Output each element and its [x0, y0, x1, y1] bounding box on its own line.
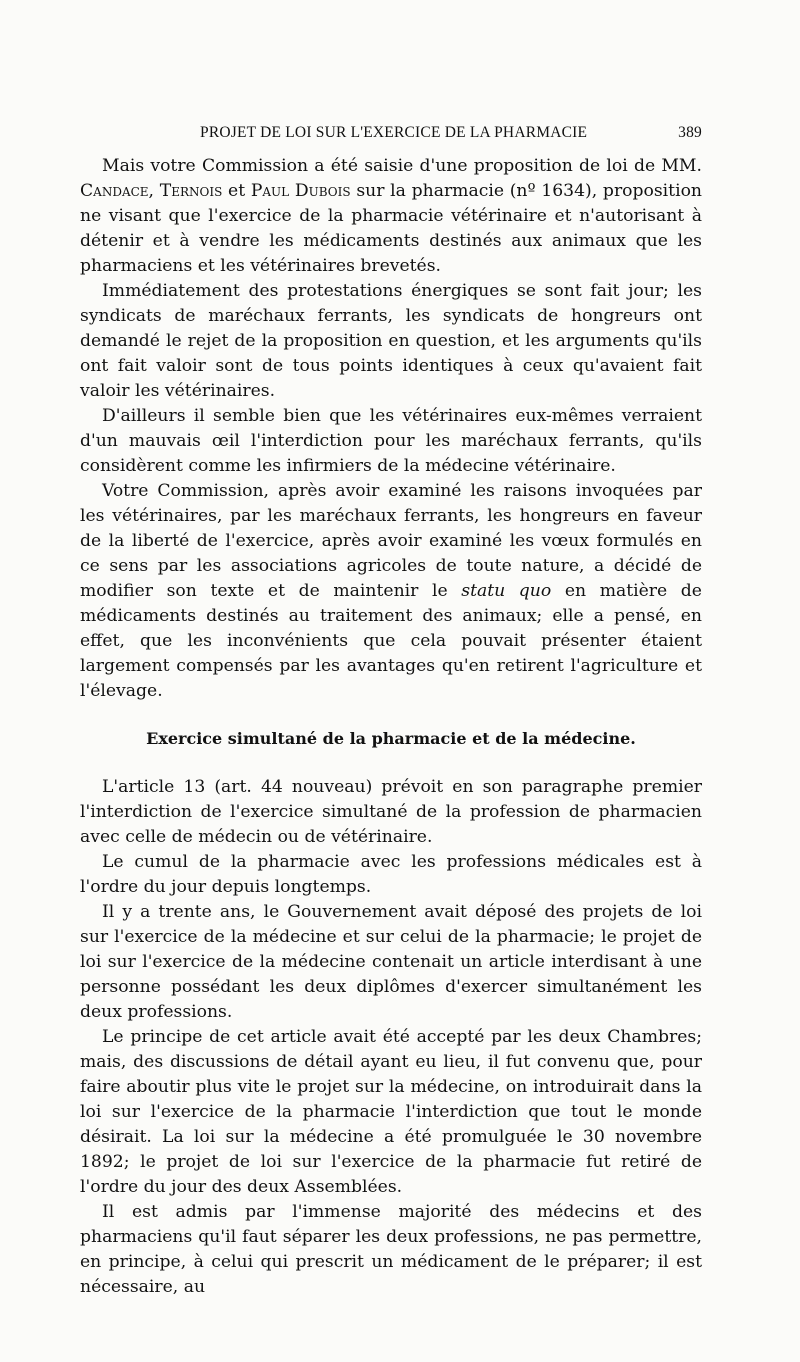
person-name: Ternois	[159, 181, 223, 201]
paragraph	[80, 479, 702, 704]
text-span: Mais votre Commission a été saisie d'une proposition de loi de MM.	[102, 156, 702, 176]
running-header	[200, 124, 702, 148]
text-span: ,	[148, 181, 160, 201]
section-title: Exercice simultané de la pharmacie et de la médecine.	[146, 729, 636, 748]
paragraph: Le cumul de la pharmacie avec les professions médicales est à l'ordre du jour depuis longtemps.	[80, 852, 702, 897]
paragraph: D'ailleurs il semble bien que les vétérinaires eux-mêmes verraient d'un mauvais œil l'interdiction pour les maréchaux ferrants, qu'ils considèrent comme les infirmiers de la médecine vétérinaire.	[80, 406, 702, 476]
paragraph: L'article 13 (art. 44 nouveau) prévoit en son paragraphe premier l'interdiction de l'exercice simultané de la profession de pharmacien avec celle de médecin ou de vétérinaire.	[80, 777, 702, 847]
paragraph: Il est admis par l'immense majorité des médecins et des pharmaciens qu'il faut séparer les deux professions, ne pas permettre, en principe, à celui qui prescrit un médicament de le préparer; il est nécessaire, au	[80, 1202, 702, 1297]
text-span: sur la pharmacie (nº 1634), proposition ne visant que l'exercice de la pharmacie vétérinaire et n'autorisant à détenir et à vendre les médicaments destinés aux animaux que les pharmaciens et les vétérinaires brevetés.	[80, 181, 702, 276]
person-name: Candace	[80, 181, 149, 201]
paragraph: Le principe de cet article avait été accepté par les deux Chambres; mais, des discussions de détail ayant eu lieu, il fut convenu que, pour faire aboutir plus vite le projet sur la médecine, on introduirait dans la loi sur l'exercice de la pharmacie l'interdiction que tout le monde désirait. La loi sur la médecine a été promulguée le 30 novembre 1892; le projet de loi sur l'exercice de la pharmacie fut retiré de l'ordre du jour des deux Assemblées.	[80, 1027, 702, 1197]
paragraph	[80, 154, 702, 279]
text-span: et	[222, 181, 251, 201]
text-span: Votre Commission, après avoir examiné les raisons invoquées par les vétérinaires, par les maréchaux ferrants, les hongreurs en faveur de la liberté de l'exercice, après avoir examiné les vœux formulés en ce sens par les associations agricoles de toute nature, a décidé de modifier son texte et de maintenir le	[80, 481, 702, 601]
text-span: en matière de médicaments destinés au traitement des animaux; elle a pensé, en effet, que les inconvénients que cela pouvait présenter étaient largement compensés par les avantages qu'en retirent l'agriculture et l'élevage.	[80, 581, 702, 701]
italic-phrase: statu quo	[461, 581, 552, 601]
body-text	[80, 154, 702, 1300]
person-name: Paul Dubois	[250, 181, 351, 201]
paragraph: Immédiatement des protestations énergiques se sont fait jour; les syndicats de maréchaux ferrants, les syndicats de hongreurs ont demandé le rejet de la proposition en question, et les arguments qu'ils ont fait valoir sont de tous points identiques à ceux qu'avaient fait valoir les vétérinaires.	[80, 281, 702, 401]
page-number: 389	[678, 124, 702, 141]
paragraph: Il y a trente ans, le Gouvernement avait déposé des projets de loi sur l'exercice de la médecine et sur celui de la pharmacie; le projet de loi sur l'exercice de la médecine contenait un article interdisant à une personne possédant les deux diplômes d'exercer simultanément les deux professions.	[80, 902, 702, 1022]
running-title: PROJET DE LOI SUR L'EXERCICE DE LA PHARMACIE	[200, 124, 588, 141]
